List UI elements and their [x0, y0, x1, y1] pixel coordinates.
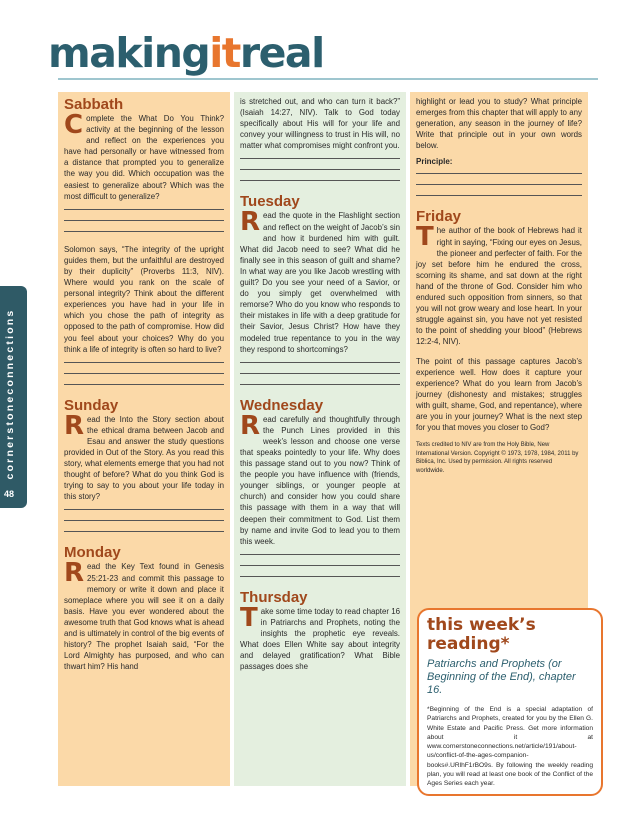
write-line[interactable]	[64, 384, 224, 385]
monday-answer-lines	[240, 158, 400, 181]
title-part-making: making	[48, 29, 210, 77]
sabbath-drop-cap: C	[64, 110, 84, 140]
weekly-reading-box	[417, 608, 603, 796]
write-line[interactable]	[240, 373, 400, 374]
principle-answer-lines	[416, 173, 582, 196]
sabbath-text-1-body: omplete the What Do You Think? activity at the beginning of the lesson and reflect on the experiences you have had personally or have witnessed from a distance that prompted you to generalize the way you did. Which occupation was the easiest to generalize about? Which was the most difficult to generalize?	[64, 114, 224, 201]
sabbath-text-2: Solomon says, “The integrity of the upright guides them, but the unfaithful are destroyed by their duplicity” (Proverbs 11:3, NIV). Where would you rank on the scale of personal integrity? Think about the different experiences you have had in your life in which you chose the path of integrity as opposed to the path of compromise. How did you feel about your choices? Why do you think a life of integrity is often so hard to live?	[64, 244, 224, 354]
friday-heading: Friday	[416, 208, 462, 226]
column-middle	[234, 92, 406, 786]
reading-note: *Beginning of the End is a special adaptation of Patriarchs and Prophets, created for you by the Ellen G. White Estate and Pacific Press. Get more information about it at www.cornerstoneconnections.net/article/191/about-us/conflict-of-the-ages-companion-books#.URlhF1rBO9s. By following the weekly reading plan, you will read at least one book of the Conflict of the Ages Series each year.	[427, 706, 593, 788]
tuesday-text-body: ead the quote in the Flashlight section and reflect on the weight of Jacob’s sin and how it burdened him with guilt. What did Jacob need to see? What did he finally see in this season of guilt and shame? In what way are you like Jacob wrestling with guilt? Do you see your need of a Savior, or do you simply get overwhelmed with remorse? Who do you know who responds to their mistakes in life with a deep gratitude for their Savior, Jesus Christ? How have they modeled true repentance to you in the way they respond to shortcomings?	[240, 211, 400, 354]
wednesday-heading: Wednesday	[240, 396, 324, 414]
friday-text-2: The point of this passage captures Jacob’s experience well. How does it capture your experience? What do you learn from Jacob’s journey (dishonesty and mistakes; struggles with guilt, shame, God, and repentance), where are you in your journey? What is the next step for you that moves you closer to God?	[416, 356, 582, 433]
copyright-note: Texts credited to NIV are from the Holy Bible, New International Version. Copyright © 1973, 1978, 1984, 2011 by Biblica, Inc. Used by permission. All rights reserved worldwide.	[416, 442, 579, 474]
write-line[interactable]	[64, 209, 224, 210]
write-line[interactable]	[240, 565, 400, 566]
principle-label: Principle:	[416, 157, 453, 167]
page-title	[48, 30, 324, 76]
reading-assignment: Patriarchs and Prophets (or Beginning of the End), chapter 16.	[427, 658, 576, 696]
tuesday-heading: Tuesday	[240, 193, 300, 211]
write-line[interactable]	[240, 158, 400, 159]
tuesday-answer-lines	[240, 362, 400, 385]
friday-text-1	[416, 222, 582, 347]
sabbath-heading: Sabbath	[64, 96, 124, 113]
monday-drop-cap: R	[64, 558, 85, 589]
write-line[interactable]	[240, 180, 400, 181]
tuesday-text	[240, 207, 400, 354]
write-line[interactable]	[64, 373, 224, 374]
title-part-real: real	[239, 29, 324, 77]
write-line[interactable]	[240, 554, 400, 555]
write-line[interactable]	[64, 531, 224, 532]
thursday-drop-cap: T	[240, 602, 258, 633]
write-line[interactable]	[240, 576, 400, 577]
monday-heading: Monday	[64, 544, 121, 562]
write-line[interactable]	[416, 173, 582, 174]
continued-text: is stretched out, and who can turn it back?” (Isaiah 14:27, NIV). Talk to God today specifically about His will for your life and convey your willingness to trust in His will, no matter what compromises might confront you.	[240, 97, 400, 151]
reading-title: this week’s reading*	[427, 615, 536, 654]
write-line[interactable]	[240, 384, 400, 385]
column-left	[58, 92, 230, 786]
wednesday-text	[240, 410, 400, 547]
sunday-answer-lines	[64, 509, 224, 532]
side-tab-label: cornerstoneconnections	[4, 308, 16, 480]
write-line[interactable]	[64, 220, 224, 221]
sunday-text	[64, 410, 224, 503]
sabbath-text-1	[64, 110, 224, 202]
friday-text-1-body: he author of the book of Hebrews had it right in saying, “Fixing our eyes on Jesus, the pioneer and perfecter of faith. For the joy set before him he endured the cross, scorning its shame, and sat down at the right hand of the throne of God. Consider him who endured such opposition from sinners, so that you will not grow weary and lose heart. In your struggle against sin, you have not yet resisted to the point of shedding your blood” (Hebrews 12:2-4, NIV).	[416, 226, 582, 347]
friday-drop-cap: T	[416, 222, 434, 253]
write-line[interactable]	[64, 231, 224, 232]
sunday-text-body: ead the Into the Story section about the ethical drama between Jacob and Esau and answer the study questions provided in Out of the Story. As you read this story, what elements emerge that you had not thought of before? What do you think God is trying to say to you about your life today in this story?	[64, 414, 224, 502]
thursday-text	[240, 602, 400, 673]
monday-text	[64, 558, 224, 672]
wednesday-text-body: ead carefully and thoughtfully through the Punch Lines provided in this week’s lesson and choose one verse that speaks pointedly to your life. Why does this passage stand out to you now? Think of the people you have influence with (friends, younger siblings, or younger people at church) and consider how you could share this passage with them in a way that will deepen their commitment to God. List them by name and invite God to lead you to them this week.	[240, 414, 400, 546]
page-number: 48	[4, 489, 15, 499]
write-line[interactable]	[64, 509, 224, 510]
title-part-it: it	[209, 29, 240, 77]
sunday-drop-cap: R	[64, 410, 85, 441]
wednesday-drop-cap: R	[240, 410, 261, 441]
write-line[interactable]	[416, 184, 582, 185]
sunday-heading: Sunday	[64, 396, 119, 414]
write-line[interactable]	[64, 520, 224, 521]
sabbath-answer-lines-2	[64, 362, 224, 385]
write-line[interactable]	[416, 195, 582, 196]
col3-continued-text: highlight or lead you to study? What principle emerges from this chapter that will apply to any generation, any season in the journey of life? Write that principle out in your own words below.	[416, 97, 582, 151]
tuesday-drop-cap: R	[240, 207, 261, 238]
thursday-heading: Thursday	[240, 588, 308, 606]
write-line[interactable]	[240, 169, 400, 170]
write-line[interactable]	[64, 362, 224, 363]
title-divider	[58, 78, 598, 80]
sabbath-answer-lines	[64, 209, 224, 232]
monday-text-body: ead the Key Text found in Genesis 25:21-23 and commit this passage to memory or write it down and place it someplace where you will see it on a daily basis. Have you ever wondered about the awesome truth that God knows what is ahead and is ultimately in control of the big events of history? The prophet Isaiah said, “For the Lord Almighty has purposed, and who can thwart him? His hand	[64, 562, 224, 672]
wednesday-answer-lines	[240, 554, 400, 577]
write-line[interactable]	[240, 362, 400, 363]
thursday-text-body: ake some time today to read chapter 16 in Patriarchs and Prophets, noting the insights the prophetic eye reveals. What does Ellen White say about integrity and delayed gratification? What Bible passages does she	[240, 606, 400, 672]
